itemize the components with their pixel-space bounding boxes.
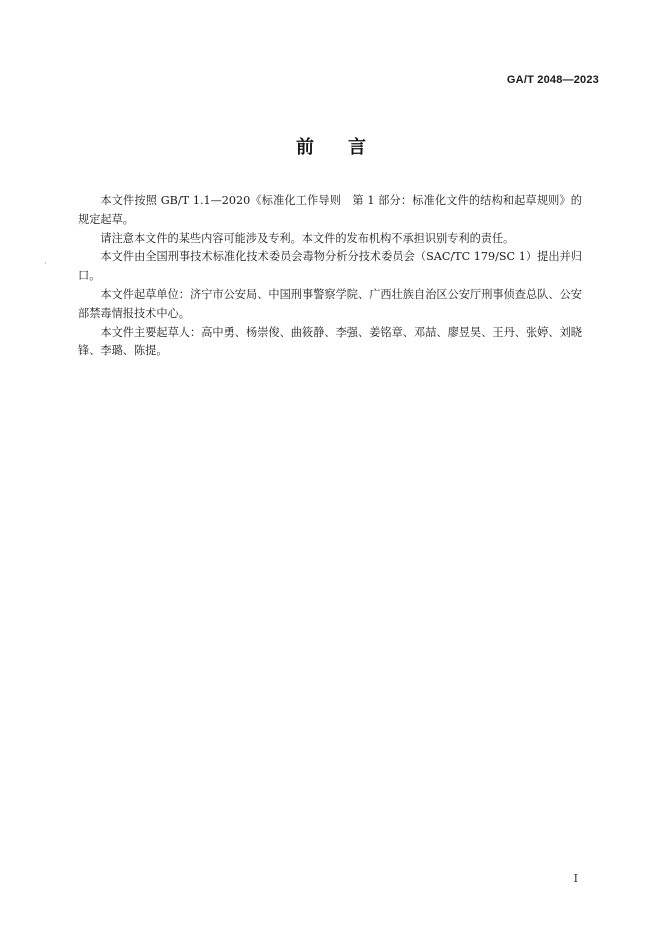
- scan-mark: [45, 262, 46, 264]
- page-title: [0, 133, 662, 159]
- title-char-1: 前: [296, 137, 314, 158]
- paragraph-drafters: 本文件主要起草人：高中勇、杨崇俊、曲筱静、李强、姜铭章、邓喆、廖昱昊、王丹、张婷、刘晓锋、李璐、陈提。: [78, 325, 582, 358]
- paragraph-patent-notice: 请注意本文件的某些内容可能涉及专利。本文件的发布机构不承担识别专利的责任。: [100, 231, 515, 245]
- paragraph-drafting-units: 本文件起草单位：济宁市公安局、中国刑事警察学院、广西壮族自治区公安厅刑事侦查总队、公安部禁毒情报技术中心。: [78, 287, 582, 320]
- paragraph-drafting-rules: 本文件按照 GB/T 1.1—2020《标准化工作导则 第 1 部分：标准化文件的结构和起草规则》的规定起草。: [78, 194, 582, 226]
- foreword-body: [78, 192, 582, 361]
- title-char-2: 言: [348, 137, 366, 158]
- paragraph-proposer: 本文件由全国刑事技术标准化技术委员会毒物分析分技术委员会（SAC/TC 179/SC 1）提出并归口。: [78, 250, 582, 283]
- page-number: I: [573, 872, 578, 885]
- standard-number: GA/T 2048—2023: [506, 74, 599, 86]
